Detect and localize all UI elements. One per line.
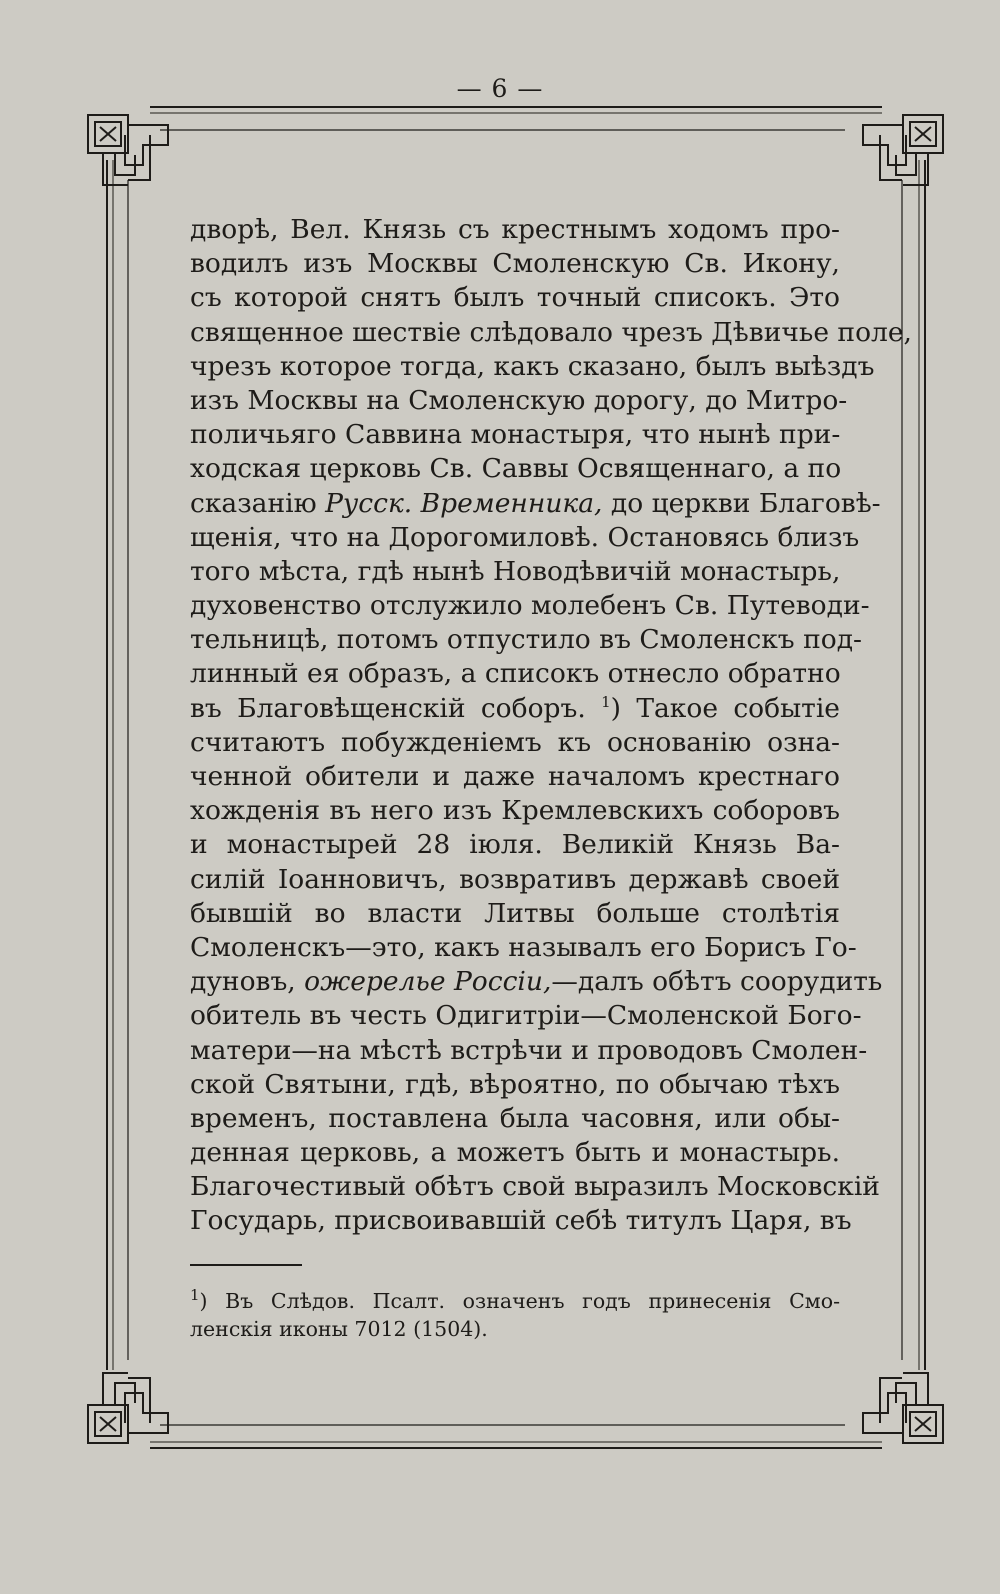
text-run: ходская церковь Св. Саввы Освященнаго, а по	[190, 453, 842, 485]
body-line	[190, 384, 848, 418]
body-line	[190, 418, 840, 452]
text-run: хожденія въ него изъ Кремлевскихъ соборовъ	[190, 795, 840, 827]
italic-title: Русск. Временника,	[325, 487, 603, 519]
text-run: —далъ обѣтъ соорудить	[551, 966, 883, 998]
body-line	[190, 828, 840, 862]
text-run: тельницѣ, потомъ отпустило въ Смоленскъ под-	[190, 624, 862, 656]
body-line	[190, 657, 840, 691]
text-run: бывшій во власти Литвы больше столѣтія	[190, 897, 840, 929]
text-run: въ Благовѣщенскій соборъ.	[190, 692, 602, 724]
body-line	[190, 213, 840, 247]
body-line	[190, 623, 862, 657]
page-number: — 6 —	[456, 74, 544, 103]
text-run: Государь, присвоивавшій себѣ титулъ Царя, въ	[190, 1205, 852, 1237]
text-run: временъ, поставлена была часовня, или обы-	[190, 1102, 840, 1134]
body-text	[190, 213, 912, 1239]
body-line	[190, 726, 840, 760]
text-run: обитель въ честь Одигитріи—Смоленской Бого-	[190, 1000, 862, 1032]
text-run: дворѣ, Вел. Князь съ крестнымъ ходомъ про-	[190, 214, 840, 245]
body-line	[190, 692, 840, 726]
text-run: ) Въ Слѣдов. Псалт. означенъ годъ принесенія Смо-	[199, 1289, 840, 1313]
footnote-line	[190, 1315, 840, 1343]
body-line	[190, 1136, 840, 1170]
body-line	[190, 1170, 880, 1204]
text-run: линный ея образъ, а списокъ отнесло обратно	[190, 658, 841, 690]
body-line	[190, 1034, 868, 1068]
italic-title: ожерелье Россіи,	[304, 966, 552, 998]
body-line	[190, 316, 912, 350]
body-line	[190, 794, 840, 828]
text-run: и монастырей 28 іюля. Великій Князь Ва-	[190, 829, 840, 861]
text-run: того мѣста, гдѣ нынѣ Новодѣвичій монастырь,	[190, 555, 841, 587]
body-line	[190, 589, 870, 623]
body-line	[190, 247, 840, 281]
text-run: силій Іоанновичъ, возвративъ державѣ своей	[190, 863, 840, 895]
body-line	[190, 1204, 852, 1238]
text-run: духовенство отслужило молебенъ Св. Путеводи-	[190, 590, 870, 622]
body-line	[190, 281, 840, 315]
body-line	[190, 897, 840, 931]
body-line	[190, 452, 840, 486]
body-line	[190, 760, 840, 794]
text-run: ) Такое событіе	[610, 692, 840, 724]
body-line	[190, 521, 860, 555]
text-run: матери—на мѣстѣ встрѣчи и проводовъ Смолен-	[190, 1034, 868, 1066]
text-run: сказанію	[190, 487, 326, 519]
body-line	[190, 1102, 840, 1136]
footnote-line	[190, 1287, 840, 1315]
body-line	[190, 999, 862, 1033]
text-run: съ которой снятъ былъ точный списокъ. Это	[190, 282, 840, 314]
text-run: ской Святыни, гдѣ, вѣроятно, по обычаю тѣхъ	[190, 1068, 840, 1100]
corner-ornament-top-right	[863, 115, 943, 185]
text-run: водилъ изъ Москвы Смоленскую Св. Икону,	[190, 248, 840, 280]
body-line	[190, 350, 875, 384]
body-line	[190, 487, 881, 521]
corner-ornament-top-left	[88, 115, 168, 185]
footnote-reference: 1	[190, 1286, 200, 1305]
footnote-reference: 1	[601, 692, 611, 711]
text-run: чрезъ которое тогда, какъ сказано, былъ выѣздъ	[190, 350, 875, 382]
text-run: денная церковь, а можетъ быть и монастырь.	[190, 1137, 840, 1169]
footnote	[190, 1287, 840, 1343]
text-run: поличьяго Саввина монастыря, что нынѣ при-	[190, 419, 841, 451]
text-run: ленскія иконы 7012 (1504).	[190, 1317, 488, 1341]
text-run: священное шествіе слѣдовало чрезъ Дѣвичье поле,	[190, 316, 912, 348]
text-run: щенія, что на Дорогомиловѣ. Остановясь близъ	[190, 521, 860, 553]
text-run: изъ Москвы на Смоленскую дорогу, до Митро-	[190, 384, 848, 416]
text-run: Смоленскъ—это, какъ называлъ его Борисъ Го-	[190, 931, 857, 963]
body-line	[190, 863, 840, 897]
text-run: дуновъ,	[190, 966, 305, 998]
text-run: считаютъ побужденіемъ къ основанію озна-	[190, 726, 840, 758]
corner-ornament-bottom-right	[863, 1373, 943, 1443]
body-line	[190, 931, 857, 965]
text-run: ченной обители и даже началомъ крестнаго	[190, 761, 840, 792]
body-line	[190, 1068, 840, 1102]
body-line	[190, 965, 883, 999]
footnote-rule	[190, 1264, 302, 1266]
text-run: Благочестивый обѣтъ свой выразилъ Московскій	[190, 1171, 880, 1203]
text-run: до церкви Благовѣ-	[602, 487, 881, 519]
corner-ornament-bottom-left	[88, 1373, 168, 1443]
body-line	[190, 555, 840, 589]
